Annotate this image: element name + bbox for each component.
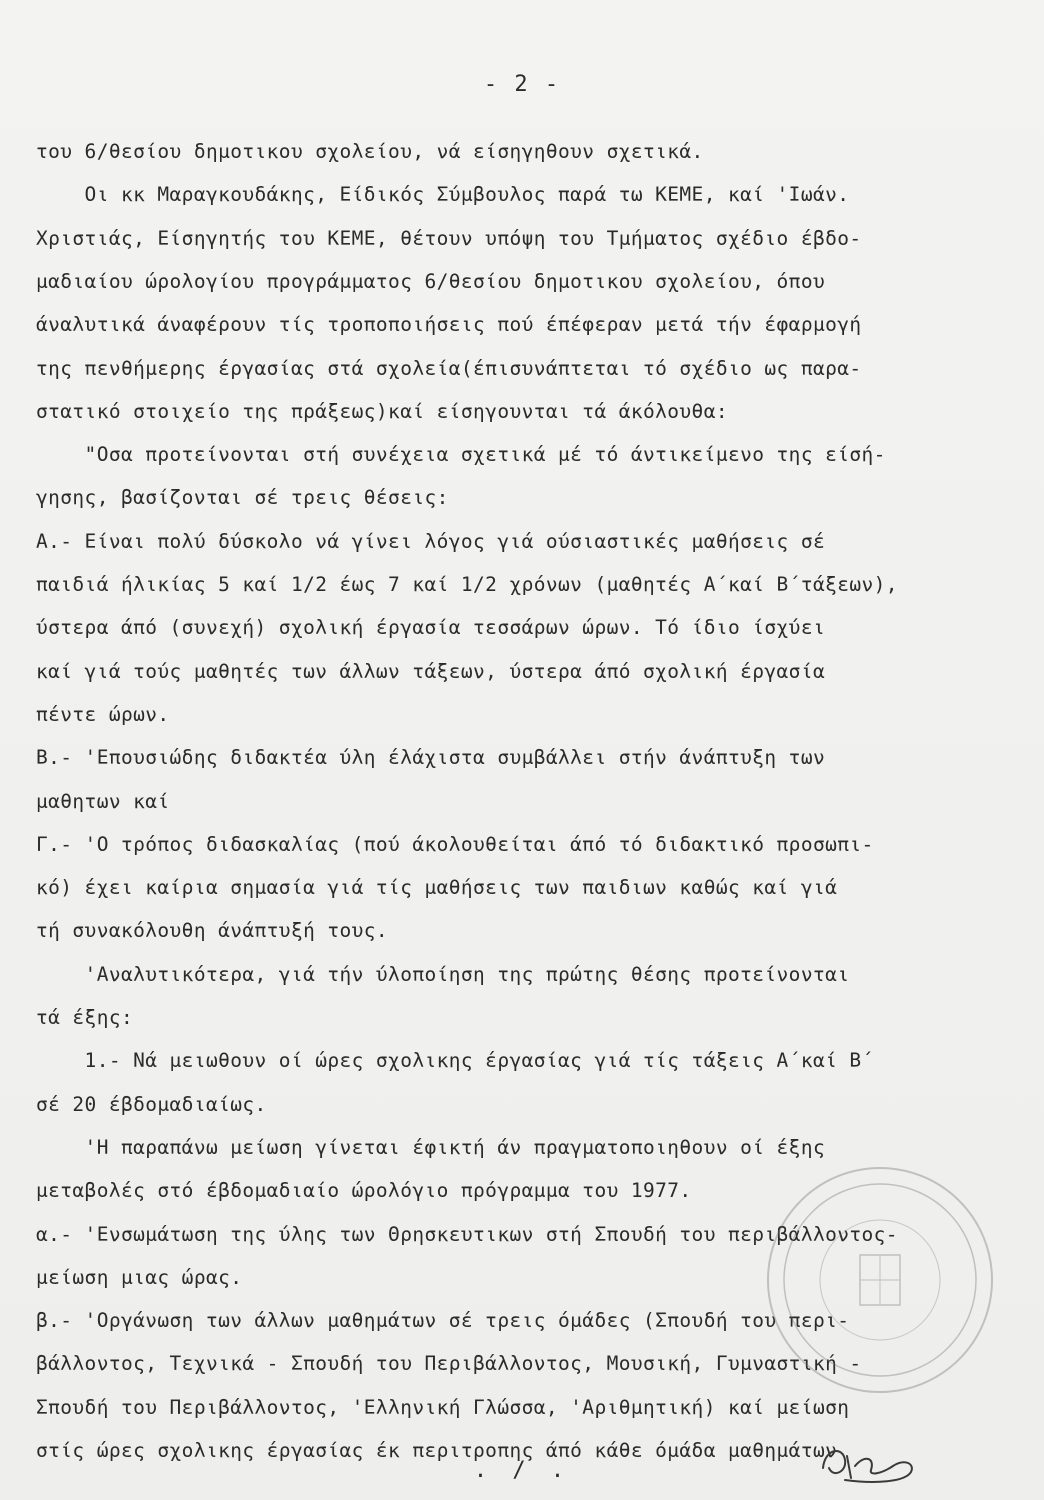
text-line: "Οσα προτείνονται στή συνέχεια σχετικά μέ τό άντικείμενο της είσή-: [36, 443, 886, 467]
text-line: στατικό στοιχείο της πράξεως)καί είσηγουνται τά άκόλουθα:: [36, 399, 728, 423]
text-line: σέ 20 έβδομαδιαίως.: [36, 1092, 267, 1116]
text-line: τή συνακόλουθη άνάπτυξή τους.: [36, 919, 389, 943]
text-line: μαθητων καί: [36, 789, 170, 813]
text-line: κό) έχει καίρια σημασία γιά τίς μαθήσεις των παιδιων καθώς καί γιά: [36, 876, 838, 900]
text-line: παιδιά ήλικίας 5 καί 1/2 έως 7 καί 1/2 χρόνων (μαθητές Α΄καί Β΄τάξεων),: [36, 573, 898, 596]
text-line: στίς ώρες σχολικης έργασίας έκ περιτροπης άπό κάθε όμάδα μαθημάτων: [36, 1439, 838, 1462]
text-line: πέντε ώρων.: [36, 702, 170, 726]
page-number: - 2 -: [483, 72, 561, 97]
text-line: 'Η παραπάνω μείωση γίνεται έφικτή άν πραγματοποιηθουν οί έξης: [36, 1135, 826, 1159]
text-line: α.- 'Ενσωμάτωση της ύλης των Θρησκευτικων στή Σπουδή του περιβάλλοντος-: [36, 1222, 898, 1246]
text-line: Β.- 'Επουσιώδης διδακτέα ύλη έλάχιστα συμβάλλει στήν άνάπτυξη των: [36, 746, 826, 770]
text-line: β.- 'Οργάνωση των άλλων μαθημάτων σέ τρεις όμάδες (Σπουδή του περι-: [36, 1309, 850, 1333]
text-line: Χριστιάς, Είσηγητής του ΚΕΜΕ, θέτουν υπόψη του Τμήματος σχέδιο έβδο-: [36, 226, 862, 250]
text-line: γησης, βασίζονται σέ τρεις θέσεις:: [36, 486, 449, 510]
text-line: μαδιαίου ώρολογίου προγράμματος 6/θεσίου δημοτικου σχολείου, όπου: [36, 269, 826, 293]
text-line: τά έξης:: [36, 1006, 134, 1029]
text-line: άναλυτικά άναφέρουν τίς τροποποιήσεις πού έπέφεραν μετά τήν έφαρμογή: [36, 313, 862, 337]
text-line: καί γιά τούς μαθητές των άλλων τάξεων, ύστερα άπό σχολική έργασία: [36, 659, 826, 683]
continuation-mark: . / .: [473, 1458, 571, 1483]
text-line: Οι κκ Μαραγκουδάκης, Είδικός Σύμβουλος παρά τω ΚΕΜΕ, καί 'Ιωάν.: [36, 183, 850, 207]
text-line: Α.- Είναι πολύ δύσκολο νά γίνει λόγος γιά ούσιαστικές μαθήσεις σέ: [36, 529, 826, 553]
text-line: Γ.- 'Ο τρόπος διδασκαλίας (πού άκολουθείται άπό τό διδακτικό προσωπι-: [36, 832, 874, 856]
text-line: βάλλοντος, Τεχνικά - Σπουδή του Περιβάλλοντος, Μουσική, Γυμναστική -: [36, 1352, 862, 1376]
text-line: Σπουδή του Περιβάλλοντος, 'Ελληνική Γλώσσα, 'Αριθμητική) καί μείωση: [36, 1395, 850, 1419]
text-line: μείωση μιας ώρας.: [36, 1265, 243, 1289]
official-seal-stamp: [760, 1160, 1000, 1400]
text-line: μεταβολές στό έβδομαδιαίο ώρολόγιο πρόγραμμα του 1977.: [36, 1179, 692, 1203]
text-line: 'Αναλυτικότερα, γιά τήν ύλοποίηση της πρώτης θέσης προτείνονται: [36, 962, 850, 986]
text-line: ύστερα άπό (συνεχή) σχολική έργασία τεσσάρων ώρων. Τό ίδιο ίσχύει: [36, 616, 826, 640]
text-line: της πενθήμερης έργασίας στά σχολεία(έπισυνάπτεται τό σχέδιο ως παρα-: [36, 356, 862, 380]
text-line: του 6/θεσίου δημοτικου σχολείου, νά είσηγηθουν σχετικά.: [36, 140, 704, 163]
text-line: 1.- Νά μειωθουν οί ώρες σχολικης έργασίας γιά τίς τάξεις Α΄καί Β΄: [36, 1049, 874, 1073]
